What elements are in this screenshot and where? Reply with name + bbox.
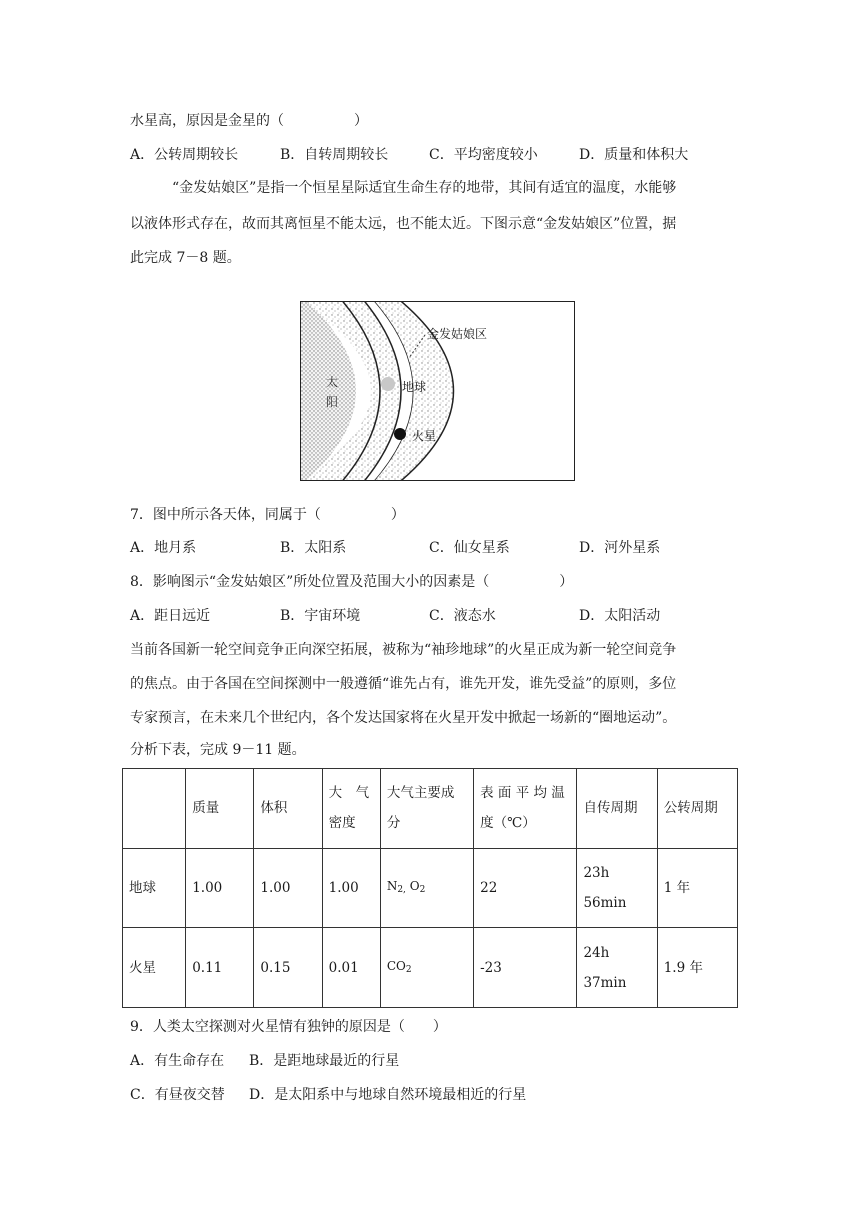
header-rotation: 自传周期 xyxy=(577,769,657,849)
zone-label: 金发姑娘区 xyxy=(427,327,488,341)
q8-option-c: C．液态水 xyxy=(429,608,496,624)
q7-option-b: B．太阳系 xyxy=(280,540,347,556)
q8-option-b: B．宇宙环境 xyxy=(280,608,361,624)
passage2-line4: 分析下表，完成 9－11 题。 xyxy=(130,742,306,758)
mars-gas: $CO_2$ xyxy=(380,928,473,1008)
q7-option-a: A．地月系 xyxy=(130,540,197,556)
q9-option-c: C．有昼夜交替 xyxy=(130,1087,225,1103)
q8-option-d: D．太阳活动 xyxy=(579,608,661,624)
q7-options xyxy=(130,538,730,558)
earth-name: 地球 xyxy=(123,848,186,928)
header-mass: 质量 xyxy=(186,769,254,849)
q9-options-line2 xyxy=(130,1085,730,1105)
passage1-line2: 以液体形式存在，故而其离恒星不能太远，也不能太近。下图示意“金发姑娘区”位置，据 xyxy=(130,216,677,232)
q9-stem: 9．人类太空探测对火星情有独钟的原因是（ ） xyxy=(130,1019,447,1035)
passage2-line3: 专家预言，在未来几个世纪内，各个发达国家将在火星开发中掀起一场新的“圈地运动”。 xyxy=(130,710,677,726)
mars-rotation: 24h 37min xyxy=(577,928,657,1008)
q6-options xyxy=(130,145,730,165)
q9-option-a: A．有生命存在 xyxy=(130,1053,225,1069)
earth-gas: $N_{2,}$ $O_2$ xyxy=(380,848,473,928)
earth-dot xyxy=(381,377,395,391)
q6-stem-end: 水星高，原因是金星的（ ） xyxy=(130,113,368,129)
mars-orbit: 1.9 年 xyxy=(657,928,737,1008)
earth-volume: 1.00 xyxy=(254,848,322,928)
header-volume: 体积 xyxy=(254,769,322,849)
sun-label-1: 太 xyxy=(326,375,339,389)
passage1-line1: “金发姑娘区”是指一个恒星星际适宜生命生存的地带，其间有适宜的温度，水能够 xyxy=(172,180,677,196)
mars-label: 火星 xyxy=(412,429,437,443)
mars-mass: 0.11 xyxy=(186,928,254,1008)
mars-density: 0.01 xyxy=(322,928,380,1008)
earth-label: 地球 xyxy=(402,380,427,394)
q7-option-c: C．仙女星系 xyxy=(429,540,510,556)
q8-options xyxy=(130,606,730,626)
q8-stem: 8．影响图示“金发姑娘区”所处位置及范围大小的因素是（ ） xyxy=(130,574,574,590)
earth-temp: 22 xyxy=(474,848,577,928)
q9-option-b: B．是距地球最近的行星 xyxy=(249,1053,400,1069)
q7-stem: 7．图中所示各天体，同属于（ ） xyxy=(130,507,405,523)
table-header-row xyxy=(123,769,738,849)
earth-density: 1.00 xyxy=(322,848,380,928)
passage2-line1: 当前各国新一轮空间竞争正向深空拓展，被称为“袖珍地球”的火星正成为新一轮空间竞争 xyxy=(130,642,677,658)
earth-orbit: 1 年 xyxy=(657,848,737,928)
q6-option-d: D．质量和体积大 xyxy=(579,147,689,163)
mars-volume: 0.15 xyxy=(254,928,322,1008)
q7-option-d: D．河外星系 xyxy=(579,540,661,556)
q6-option-b: B．自转周期较长 xyxy=(280,147,389,163)
mars-dot xyxy=(394,428,406,440)
earth-mass: 1.00 xyxy=(186,848,254,928)
passage2-line2: 的焦点。由于各国在空间探测中一般遵循“谁先占有，谁先开发，谁先受益”的原则，多位 xyxy=(130,676,677,692)
q9-options-line1 xyxy=(130,1051,730,1071)
passage1-line3: 此完成 7－8 题。 xyxy=(130,250,241,266)
header-empty xyxy=(123,769,186,849)
mars-name: 火星 xyxy=(123,928,186,1008)
q9-option-d: D．是太阳系中与地球自然环境最相近的行星 xyxy=(249,1087,527,1103)
table-row xyxy=(123,928,738,1008)
q6-option-c: C．平均密度较小 xyxy=(429,147,538,163)
q6-option-a: A．公转周期较长 xyxy=(130,147,239,163)
header-orbit: 公转周期 xyxy=(657,769,737,849)
earth-rotation: 23h 56min xyxy=(577,848,657,928)
header-gas: 大气主要成 分 xyxy=(380,769,473,849)
planet-comparison-table xyxy=(122,768,738,1008)
header-density: 大 气 密度 xyxy=(322,769,380,849)
sun-label-2: 阳 xyxy=(326,395,339,409)
goldilocks-zone-figure xyxy=(300,301,575,481)
table-row xyxy=(123,848,738,928)
q8-option-a: A．距日远近 xyxy=(130,608,211,624)
mars-temp: -23 xyxy=(474,928,577,1008)
header-temp: 表 面 平 均 温 度（℃） xyxy=(474,769,577,849)
